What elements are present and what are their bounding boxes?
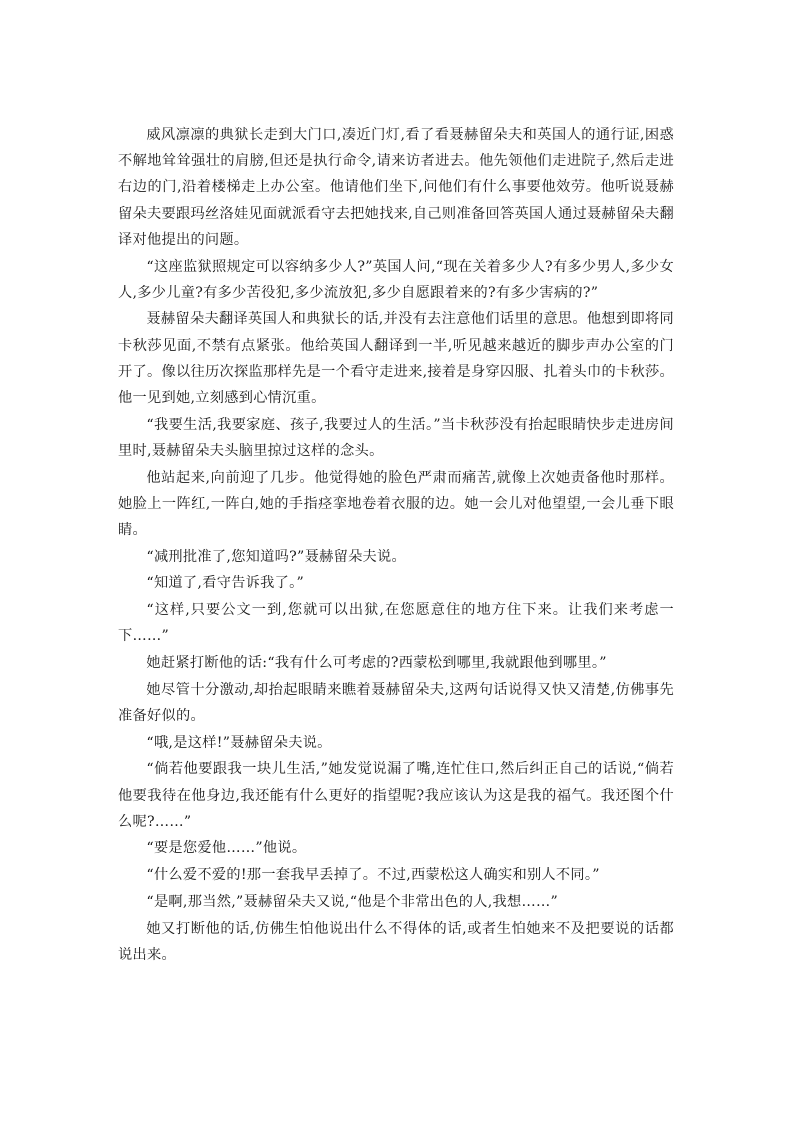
paragraph: 威风凛凛的典狱长走到大门口,凑近门灯,看了看聂赫留朵夫和英国人的通行证,困惑不解地耸耸强壮的肩膀,但还是执行命令,请来访者进去。他先领他们走进院子,然后走进右边的门,沿着楼梯走上办公室。他请他们坐下,问他们有什么事要他效劳。他听说聂赫留朵夫要跟玛丝洛娃见面就派看守去把她找来,自己则准备回答英国人通过聂赫留朵夫翻译对他提出的问题。 [118, 127, 674, 248]
paragraph: “要是您爱他……”他说。 [146, 840, 307, 857]
paragraph: “这样,只要公文一到,您就可以出狱,在您愿意住的地方住下来。让我们来考虑一下……” [118, 602, 674, 645]
paragraph: 她又打断他的话,仿佛生怕他说出什么不得体的话,或者生怕她来不及把要说的话都说出来。 [118, 920, 674, 963]
paragraph: 聂赫留朵夫翻译英国人和典狱长的话,并没有去注意他们话里的意思。他想到即将同卡秋莎见面,不禁有点紧张。他给英国人翻译到一半,听见越来越近的脚步声办公室的门开了。像以往历次探监那样先是一个看守走进来,接着是身穿囚服、扎着头巾的卡秋莎。他一见到她,立刻感到心情沉重。 [118, 311, 674, 407]
paragraph: “哦,是这样!”聂赫留朵夫说。 [146, 734, 332, 751]
paragraph: 她尽管十分激动,却抬起眼睛来瞧着聂赫留朵夫,这两句话说得又快又清楚,仿佛事先准备好似的。 [118, 681, 674, 724]
paragraph: “减刑批准了,您知道吗?”聂赫留朵夫说。 [146, 548, 407, 565]
paragraph: “这座监狱照规定可以容纳多少人?”英国人问,“现在关着多少人?有多少男人,多少女人,多少儿童?有多少苦役犯,多少流放犯,多少自愿跟着来的?有多少害病的?” [118, 258, 674, 301]
paragraph: “什么爱不爱的!那一套我早丢掉了。不过,西蒙松这人确实和别人不同。” [146, 867, 600, 884]
paragraph: “我要生活,我要家庭、孩子,我要过人的生活。”当卡秋莎没有抬起眼睛快步走进房间里时,聂赫留朵夫头脑里掠过这样的念头。 [118, 416, 674, 459]
paragraph: “是啊,那当然,”聂赫留朵夫又说,“他是个非常出色的人,我想……” [146, 893, 559, 910]
paragraph: 她赶紧打断他的话:“我有什么可考虑的?西蒙松到哪里,我就跟他到哪里。” [146, 655, 607, 672]
paragraph: “倘若他要跟我一块儿生活,”她发觉说漏了嘴,连忙住口,然后纠正自己的话说,“倘若他要我待在他身边,我还能有什么更好的指望呢?我应该认为这是我的福气。我还图个什么呢?……” [118, 761, 674, 830]
body-text [118, 122, 674, 969]
paragraph: “知道了,看守告诉我了。” [146, 575, 305, 592]
paragraph: 他站起来,向前迎了几步。他觉得她的脸色严肃而痛苦,就像上次她责备他时那样。她脸上一阵红,一阵白,她的手指痉挛地卷着衣服的边。她一会儿对他望望,一会儿垂下眼睛。 [118, 469, 674, 539]
